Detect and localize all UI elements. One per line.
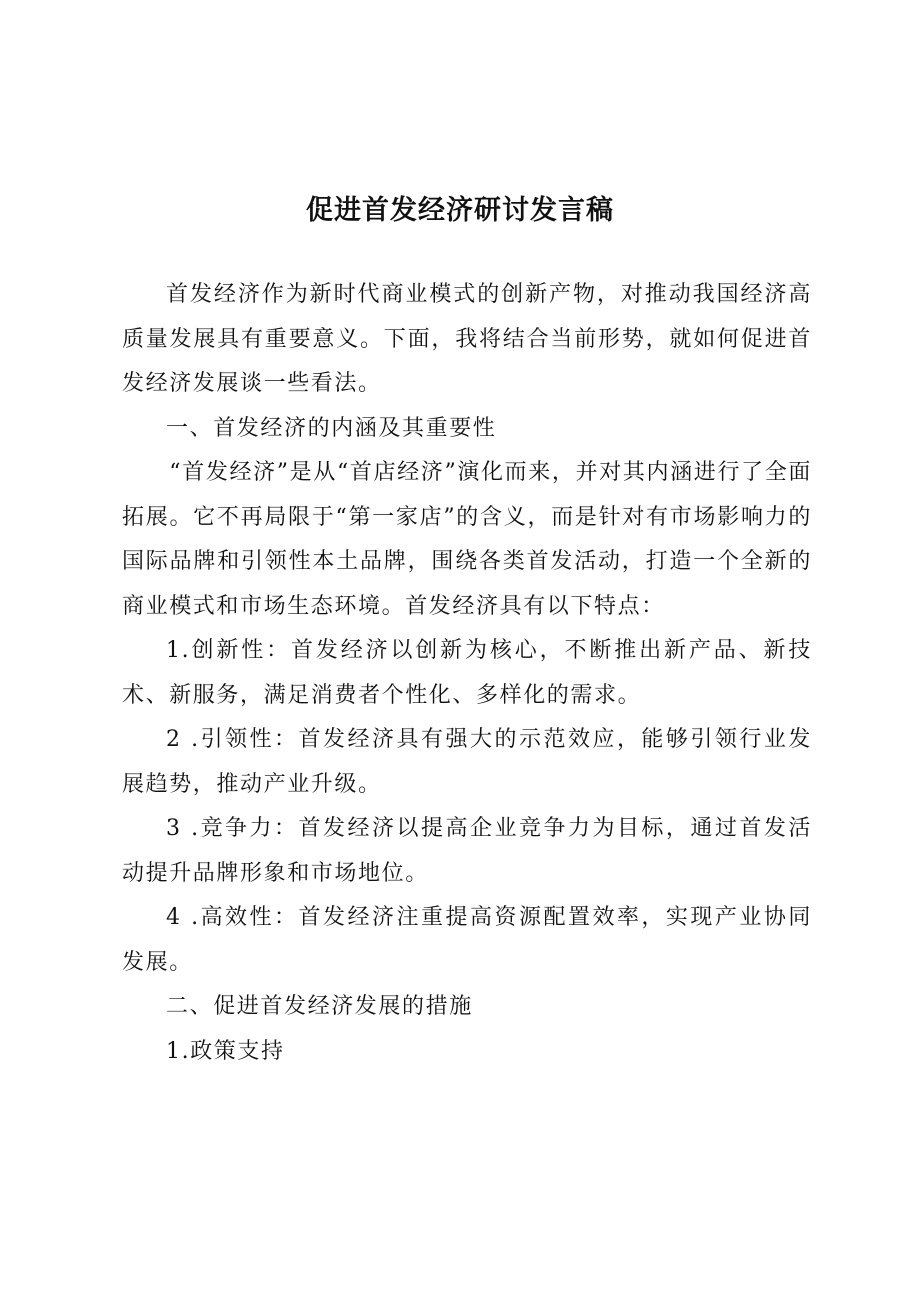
feature-competitiveness: 3 .竞争力：首发经济以提高企业竞争力为目标，通过首发活动提升品牌形象和市场地位。 [122, 816, 812, 886]
feature-innovation: 1.创新性：首发经济以创新为核心，不断推出新产品、新技术、新服务，满足消费者个性化、多样化的需求。 [122, 638, 812, 708]
measure-policy-support: 1.政策支持 [166, 1038, 285, 1064]
section-heading-2: 二、促进首发经济发展的措施 [166, 994, 473, 1019]
intro-paragraph: 首发经济作为新时代商业模式的创新产物，对推动我国经济高质量发展具有重要意义。下面，我将结合当前形势，就如何促进首发经济发展谈一些看法。 [122, 282, 812, 396]
document-title: 促进首发经济研讨发言稿 [306, 195, 614, 226]
section-heading-1: 一、首发经济的内涵及其重要性 [166, 415, 497, 441]
document-body [122, 273, 812, 1074]
feature-leadership: 2 .引领性：首发经济具有强大的示范效应，能够引领行业发展趋势，推动产业升级。 [122, 727, 812, 797]
definition-paragraph: “首发经济”是从“首店经济”演化而来，并对其内涵进行了全面拓展。它不再局限于“第一家店”的含义，而是针对有市场影响力的国际品牌和引领性本土品牌，围绕各类首发活动，打造一个全新的商业模式和市场生态环境。首发经济具有以下特点： [122, 460, 812, 619]
feature-efficiency: 4 .高效性：首发经济注重提高资源配置效率，实现产业协同发展。 [122, 905, 812, 975]
